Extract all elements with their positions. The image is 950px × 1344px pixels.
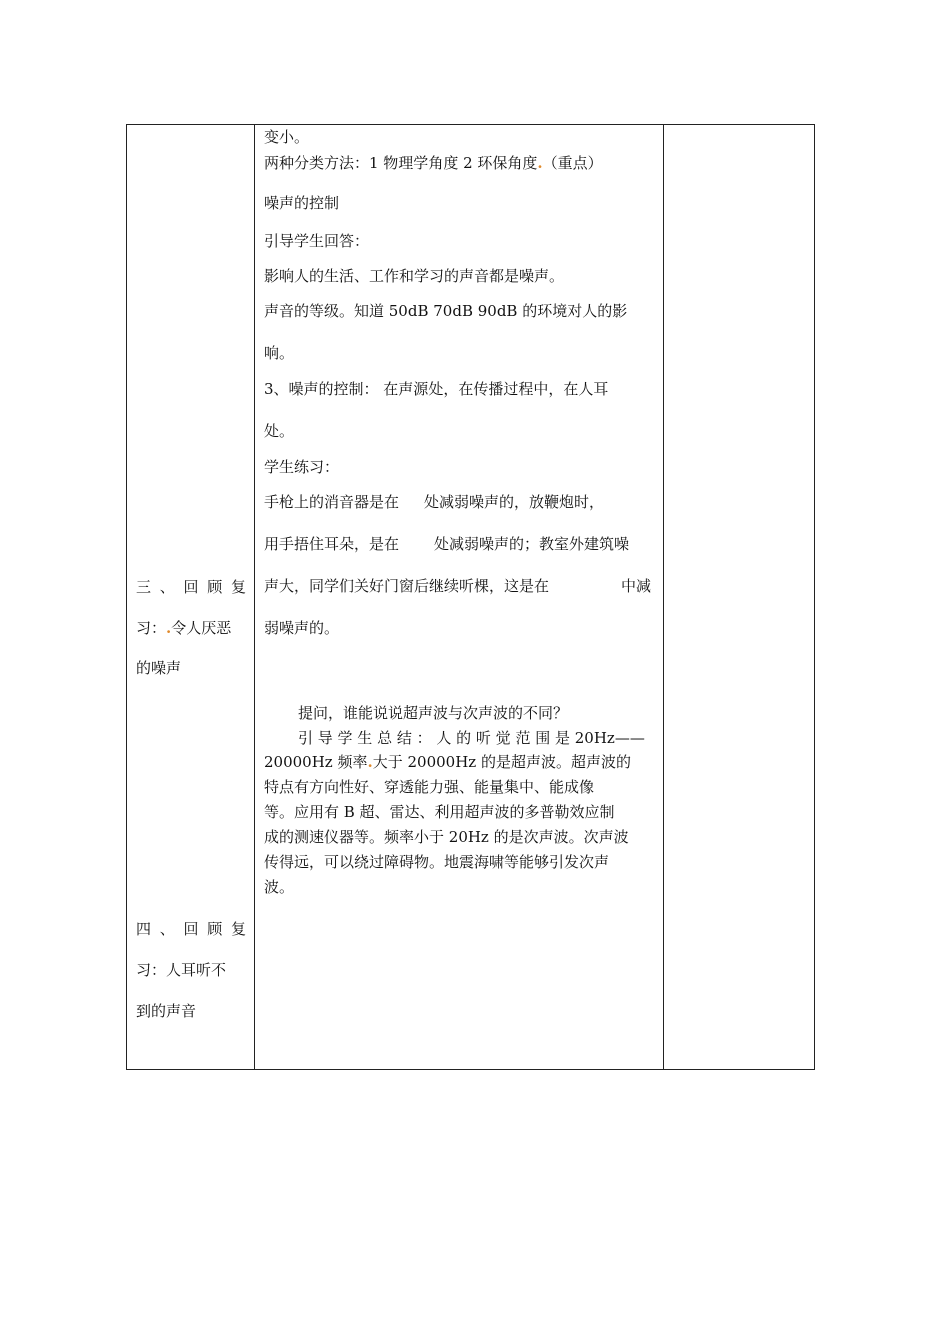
text-line: 响。: [264, 344, 295, 362]
exercise-line: 弱噪声的。: [264, 619, 340, 637]
text-line: 影响人的生活、工作和学习的声音都是噪声。: [264, 267, 565, 285]
text-line: 学生练习：: [264, 458, 340, 476]
text-line: 3、噪声的控制： 在声源处，在传播过程中，在人耳: [264, 380, 609, 398]
summary-line: 引 导 学 生 总 结 ： 人 的 听 觉 范 围 是 20Hz——: [298, 729, 645, 747]
section3-line3: 的噪声: [136, 659, 182, 677]
summary-line: 传得远，可以绕过障碍物。地震海啸等能够引发次声: [264, 853, 610, 871]
exercise-line: 声大，同学们关好门窗后继续听棵，这是在: [264, 577, 550, 595]
summary-line: 等。应用有 B 超、雷达、利用超声波的多普勒效应制: [264, 803, 615, 821]
section4-line1: 四 、 回 顾 复: [136, 920, 246, 938]
exercise-line: 中减: [621, 577, 652, 595]
exercise-line: 处减弱噪声的；教室外建筑噪: [434, 535, 630, 553]
summary-line: 波。: [264, 878, 295, 896]
column-divider-1: [254, 125, 255, 1069]
text-line: 引导学生回答：: [264, 232, 370, 250]
section4-line3: 到的声音: [136, 1002, 197, 1020]
exercise-line: 手枪上的消音器是在: [264, 493, 400, 511]
text-line: 变小。: [264, 128, 310, 146]
exercise-line: 用手捂住耳朵，是在: [264, 535, 400, 553]
summary-line: 特点有方向性好、穿透能力强、能量集中、能成像: [264, 778, 595, 796]
summary-line: 20000Hz 频率.大于 20000Hz 的是超声波。超声波的: [264, 753, 631, 771]
text-line: 处。: [264, 422, 295, 440]
text-line: 两种分类方法：1 物理学角度 2 环保角度.（重点）: [264, 154, 603, 172]
text-line: 噪声的控制: [264, 194, 340, 212]
section4-line2: 习：人耳听不: [136, 961, 227, 979]
text-line: 声音的等级。知道 50dB 70dB 90dB 的环境对人的影: [264, 302, 628, 320]
question-line: 提问，谁能说说超声波与次声波的不同？: [298, 704, 569, 722]
exercise-line: 处减弱噪声的，放鞭炮时，: [424, 493, 605, 511]
section3-line1: 三 、 回 顾 复: [136, 578, 246, 596]
column-divider-2: [663, 125, 664, 1069]
section3-line2: 习：.令人厌恶: [136, 619, 232, 637]
summary-line: 成的测速仪器等。频率小于 20Hz 的是次声波。次声波: [264, 828, 629, 846]
